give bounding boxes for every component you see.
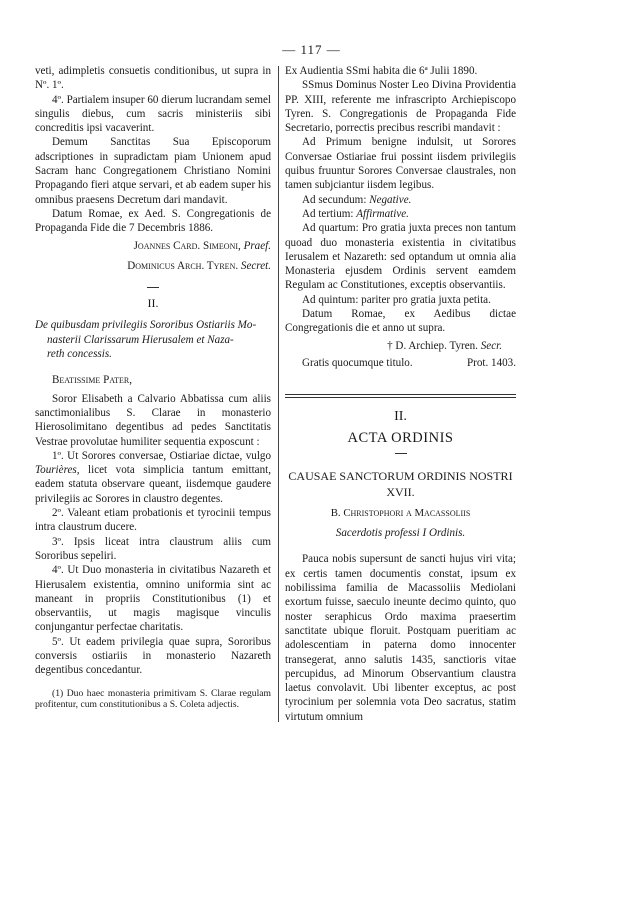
paragraph: 5º. Ut eadem privilegia quae supra, Sororibus conversis ostiariis in monasterio Nazareth degentibus concedantur. <box>35 635 271 677</box>
paragraph <box>285 193 516 207</box>
paragraph: 2º. Valeant etiam probationis et tyrocinii tempus intra claustrum ducere. <box>35 507 271 534</box>
paragraph <box>285 207 516 221</box>
signature-name: † D. Archiep. Tyren. <box>387 339 478 352</box>
paragraph: Ex Audientia SSmi habita die 6ª Julii 1890. <box>285 65 478 77</box>
paragraph: veti, adimpletis consuetis conditionibus, ut supra in Nº. 1º. <box>35 65 271 92</box>
text: Ad secundum: <box>302 193 367 206</box>
paragraph: Demum Sanctitas Sua Episcoporum adscriptiones in supradictam piam Unionem apud Sacram hanc Congregationem Christiano Nomini Propagando fieri atque servari, et ab eadem super his omnibus praesens Decretum dari mandavit. <box>35 136 271 206</box>
signature-title: Praef. <box>243 239 271 252</box>
heading-line: nasterii Clarissarum Hierusalem et Naza- <box>47 333 234 346</box>
signature-name: Dominicus Arch. Tyren. <box>127 259 239 272</box>
paragraph: SSmus Dominus Noster Leo Divina Providentia PP. XIII, referente me infrascripto Archiepiscopo Tyren. S. Congregationis de Propaganda Fide Secretario, porrectis precibus rescribi mandavit : <box>285 79 516 135</box>
signature-simeoni <box>35 239 271 253</box>
double-rule <box>285 394 516 398</box>
short-rule <box>147 287 159 288</box>
signature-title: Secret. <box>240 259 271 272</box>
gratis-text: Gratis quocumque titulo. <box>302 356 413 369</box>
footnote: (1) Duo haec monasteria primitivam S. Clarae regulam profitentur, cum constitutionibus a S. Coleta adjectis. <box>35 687 271 711</box>
paragraph: Pauca nobis supersunt de sancti hujus viri vita; ex certis tamen documentis constat, ipsum ex nobilissima familia de Macassoliis Mediolani exortum fuisse, saeculo ineunte decimo quinto, quo noster seraphicus Ordo maxima praesertim sanctitate ubique floruit. Postquam pueritiam ac adolescentiam in paterna domo innocenter transegerat, anno salutis 1435, sanctioris vitae percupidus, ad Minorum Observantium claustra laetus convolavit. Ubi libenter exceptus, ac post tyrocinium per solemnia vota Deo sacratus, statim virtutum omnium <box>285 553 516 723</box>
right-column <box>285 64 516 724</box>
acta-section-number: II. <box>394 409 407 425</box>
text: Ad tertium: <box>302 207 354 220</box>
signature-archiep <box>285 339 516 353</box>
page-number: — 117 — <box>282 42 341 57</box>
acta-title: ACTA ORDINIS <box>347 429 454 446</box>
causae-title: CAUSAE SANCTORUM ORDINIS NOSTRI <box>288 468 513 483</box>
column-rule <box>278 66 279 722</box>
gratis-line <box>285 356 516 370</box>
text-affirmative: Affirmative. <box>356 207 409 220</box>
signature-dominicus <box>35 259 271 273</box>
text-negative: Negative. <box>369 193 412 206</box>
sacerdotis-heading: Sacerdotis professi I Ordinis. <box>335 527 466 540</box>
paragraph: 4º. Ut Duo monasteria in civitatibus Nazareth et Hierusalem existentia, omnino uniformia sint ac maneant in propriis Constitutionibus (1) et observantiis, ut magis magisque vinculis conjungantur perfectae charitatis. <box>35 564 271 634</box>
section-heading <box>35 318 271 361</box>
protocol-number: Prot. 1403. <box>466 356 516 369</box>
section-number: II. <box>147 296 159 311</box>
left-column <box>35 64 271 711</box>
paragraph: 4º. Partialem insuper 60 dierum lucrandam semel singulis diebus, cum sacris ministeriis sibi concreditis ipsi vacaverint. <box>35 93 271 135</box>
paragraph: Soror Elisabeth a Calvario Abbatissa cum aliis sanctimonialibus S. Clarae in monasterio Hierosolimitano degentibus ad pedes Sanctitatis Vestrae provolutae humiliter sequentia exposcunt : <box>35 392 271 448</box>
salutation: Beatissime Pater, <box>52 374 133 387</box>
paragraph <box>35 449 271 506</box>
causae-number: XVII. <box>386 484 415 499</box>
signature-title: Secr. <box>480 339 502 352</box>
paragraph: Ad Primum benigne indulsit, ut Sorores Conversae Ostiariae frui possint iisdem privilegiis quibus fruuntur Sorores Conversae claustrales, non tamen subjciantur iisdem legibus. <box>285 136 516 192</box>
short-rule <box>395 453 407 454</box>
heading-line: De quibusdam privilegiis Sororibus Ostiariis Mo- <box>35 319 257 332</box>
paragraph: Datum Romae, ex Aedibus dictae Congregationis die et anno ut supra. <box>285 308 516 335</box>
paragraph: Ad quartum: Pro gratia juxta preces non tantum quoad duo monasteria existentia in civitatibus Ierusalem et Nazareth: sed optandum ut omnia alia Monasteria ejusdem Ordinis servent eamdem Regulam ac Constitutiones, exceptis observantiis. <box>285 222 516 292</box>
beatus-heading: B. Christophori a Macassoliis <box>330 506 471 519</box>
text: licet vota simplicia tantum emittant, eadem statuta observare queant, iisdemque gaudere privilegiis ac Sorores in claustro degentes. <box>35 464 271 505</box>
text: 1º. Ut Sorores conversae, Ostiariae dictae, vulgo <box>52 449 271 462</box>
paragraph: Datum Romae, ex Aed. S. Congregationis de Propaganda Fide die 7 Decembris 1886. <box>35 207 271 235</box>
text-tourieres: Tourières, <box>35 464 80 477</box>
signature-name: Joannes Card. Simeoni, <box>133 239 241 252</box>
paragraph: Ad quintum: pariter pro gratia juxta petita. <box>302 293 491 306</box>
heading-line: reth concessis. <box>47 348 112 361</box>
paragraph: 3º. Ipsis liceat intra claustrum aliis cum Sororibus sepeliri. <box>35 535 271 562</box>
